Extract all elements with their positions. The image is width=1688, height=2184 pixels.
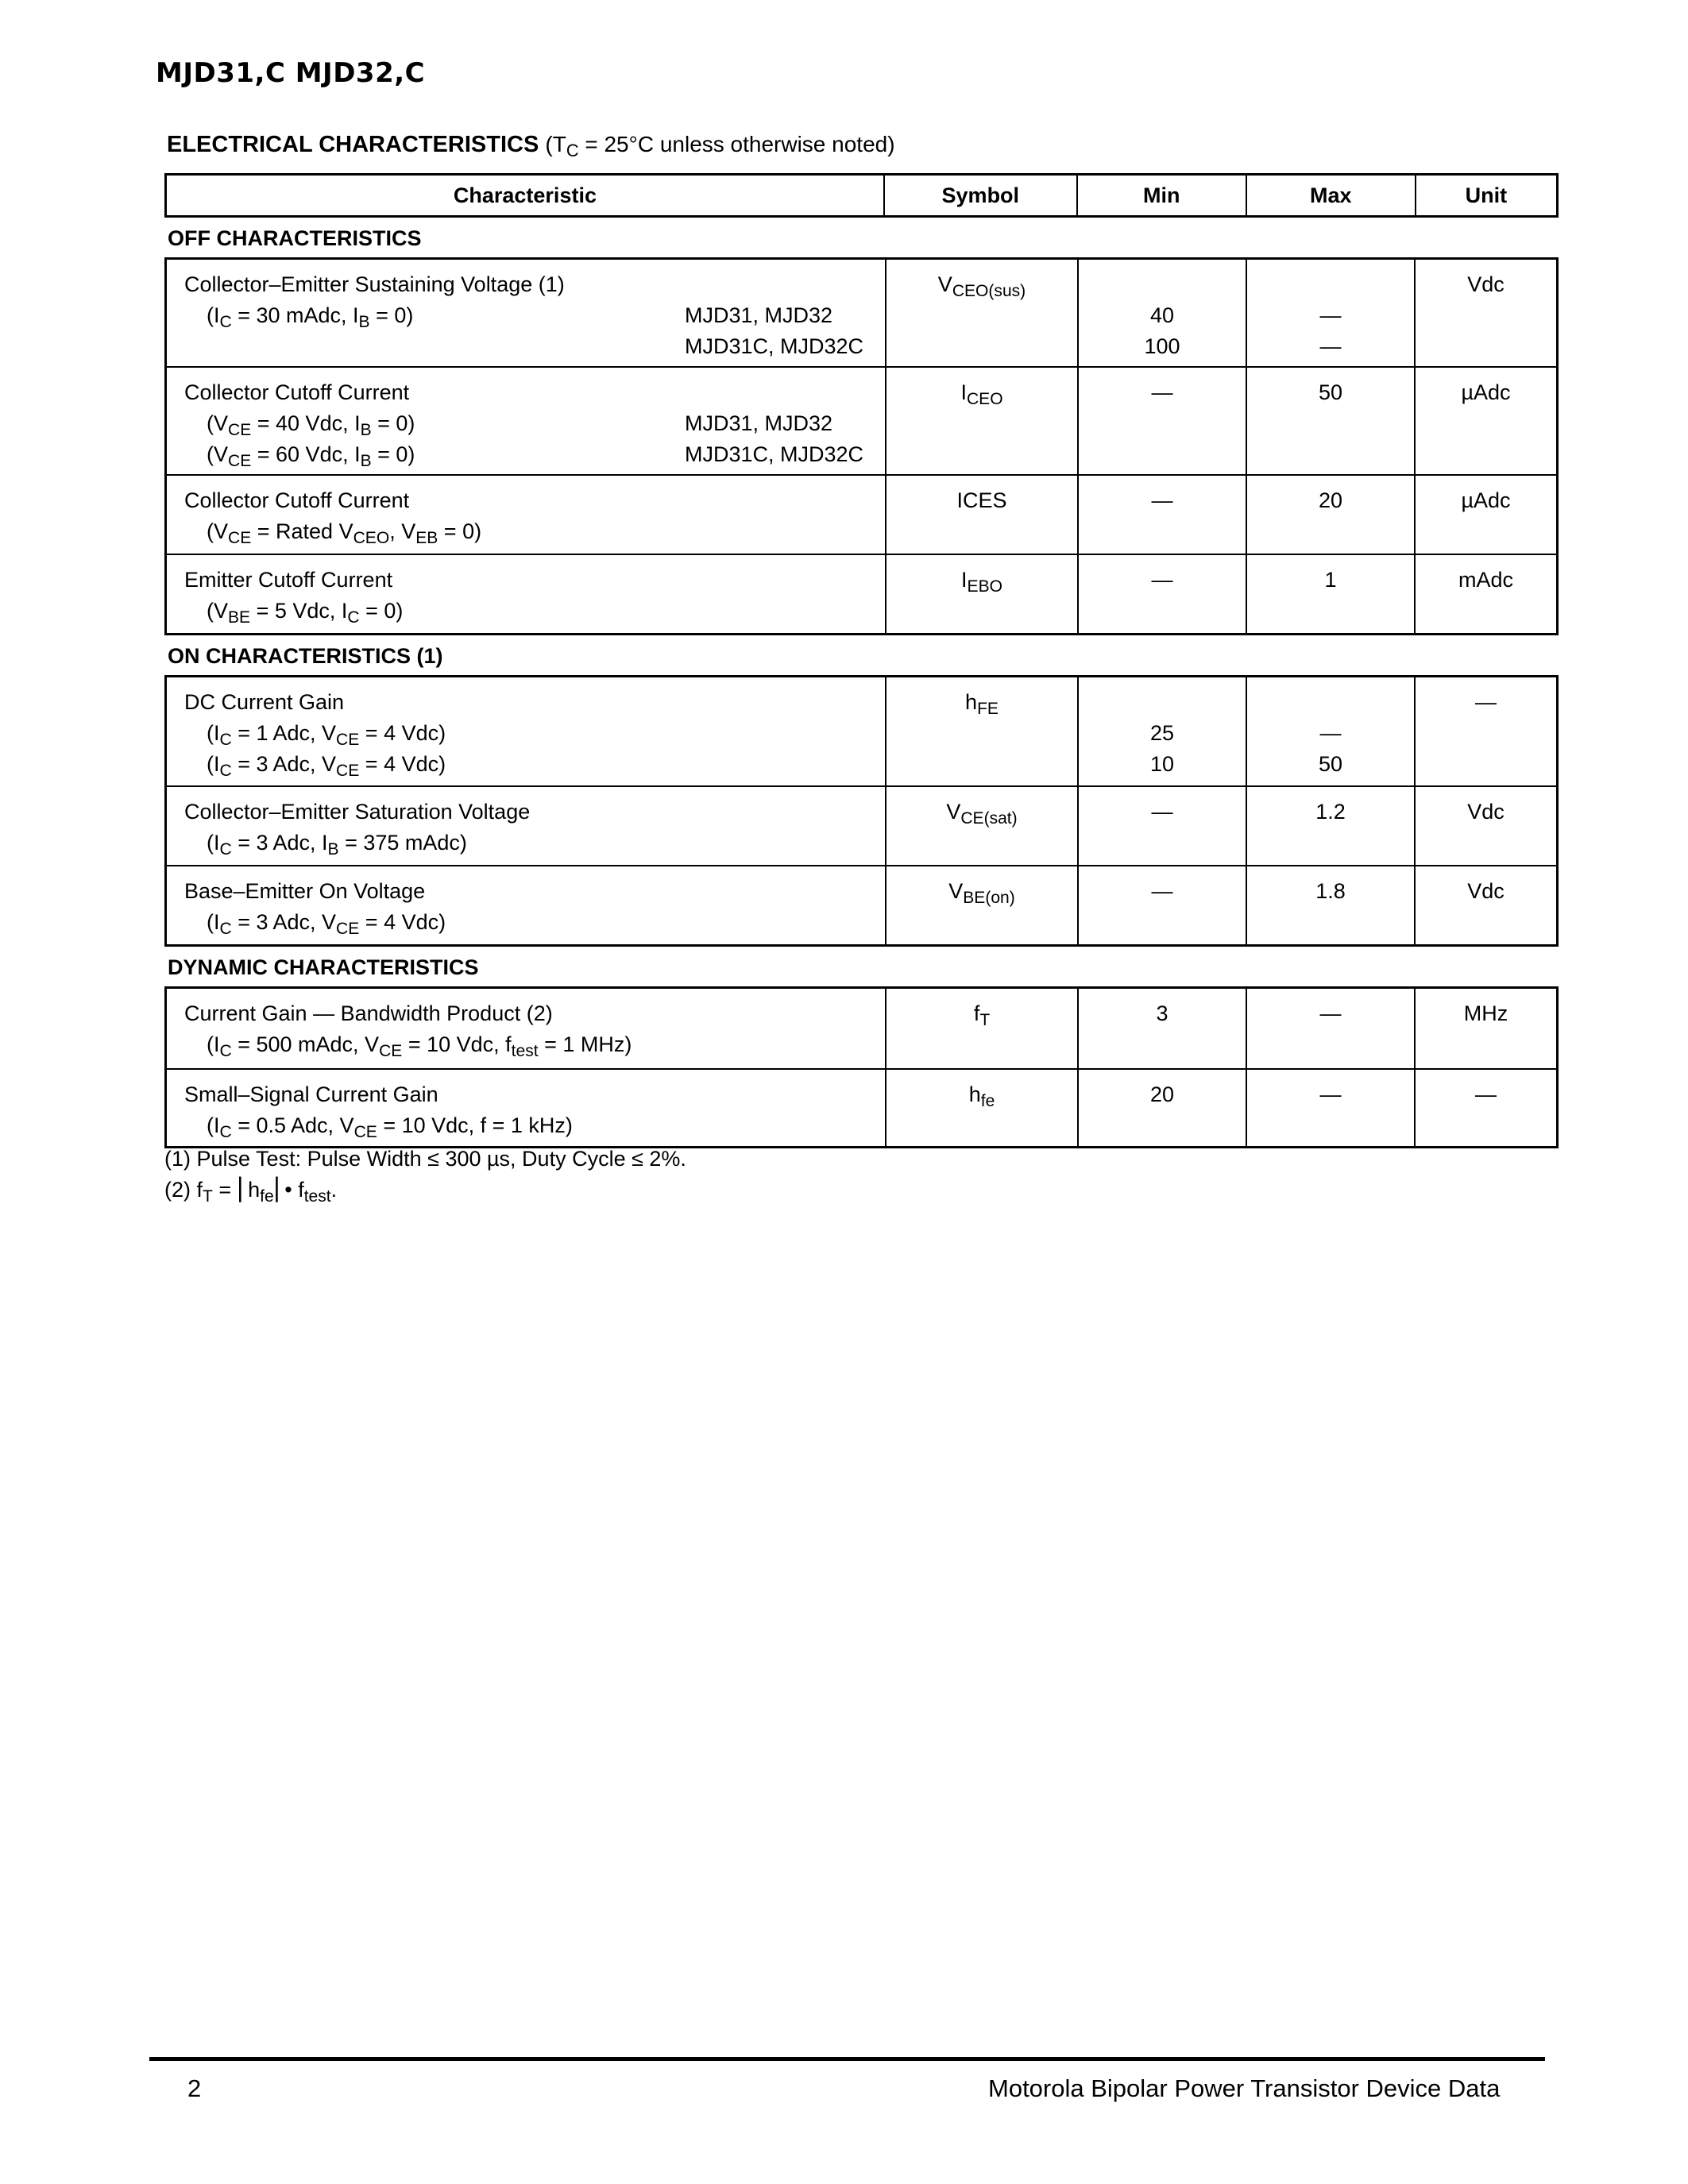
characteristic-cell: Collector–Emitter Saturation Voltage ($I_C = 3$ Adc, $I_B = 375$ mAdc) [167,787,886,865]
unit-cell: Vdc [1467,879,1505,903]
max-cell: 1.2 [1247,787,1416,865]
electrical-characteristics-table [164,173,1559,1148]
min-cell: — [1079,555,1247,633]
min-cell: — [1079,866,1247,944]
symbol-cell: $h_{FE}$ [886,677,1079,785]
footnote-1: (1) Pulse Test: Pulse Width ≤ 300 µs, Duty Cycle ≤ 2%. [164,1147,686,1171]
symbol-cell: $I_{EBO}$ [886,555,1079,633]
symbol-cell: $I_{CEO}$ [886,368,1079,474]
characteristic-cell: Current Gain — Bandwidth Product (2) ($I_C = 500$ mAdc, $V_{CE} = 10$ Vdc, $f_{test} = 1$ MHz) [167,989,886,1068]
symbol-cell: ICES [886,476,1079,554]
header-unit: Unit [1465,183,1508,207]
table-row [167,1068,1556,1146]
part-number-header: MJD31,C MJD32,C [156,57,426,89]
unit-cell: µAdc [1461,380,1511,404]
header-min: Min [1078,176,1247,215]
characteristic-cell: Small–Signal Current Gain ($I_C = 0.5$ Adc, $V_{CE} = 10$ Vdc, f = 1 kHz) [167,1070,886,1146]
min-cell: — [1079,476,1247,554]
header-max: Max [1247,176,1416,215]
min-cell: 25 10 [1079,677,1247,785]
table-row [167,474,1556,554]
max-cell: — [1247,1070,1416,1146]
min-cell: — [1079,787,1247,865]
symbol-cell: $V_{CE(sat)}$ [886,787,1079,865]
min-cell: — [1079,368,1247,474]
group-title-off: OFF CHARACTERISTICS [168,226,422,250]
table-row [167,677,1556,785]
min-cell: 3 [1079,989,1247,1068]
group-on [164,675,1559,947]
table-row [167,989,1556,1068]
group-title-dynamic: DYNAMIC CHARACTERISTICS [168,955,479,979]
max-cell: — [1247,989,1416,1068]
section-title [167,132,895,161]
characteristic-cell: Collector Cutoff Current ($V_{CE}$ = Rated $V_{CEO}$, $V_{EB} = 0$) [167,476,886,554]
characteristic-cell: Collector–Emitter Sustaining Voltage (1) ($I_C = 30$ mAdc, $I_B = 0$) MJD31, MJD32 MJD31C, MJD32C [167,260,886,366]
section-title-main: ELECTRICAL CHARACTERISTICS [167,132,539,157]
min-cell: 20 [1079,1070,1247,1146]
section-title-condition: ($T_C = 25^\circ C$ unless otherwise noted) [545,132,895,161]
max-cell: — 50 [1247,677,1416,785]
header-symbol: Symbol [885,176,1078,215]
page-number: 2 [187,2074,202,2102]
characteristic-cell: DC Current Gain ($I_C = 1$ Adc, $V_{CE} = 4$ Vdc) ($I_C = 3$ Adc, $V_{CE} = 4$ Vdc) [167,677,886,785]
characteristic-cell: Collector Cutoff Current ($V_{CE} = 40$ Vdc, $I_B = 0$) MJD31, MJD32 ($V_{CE} = 60$ Vdc, $I_B = 0$) MJD31C, MJD32C [167,368,886,474]
table-header-row [164,173,1559,218]
footer-rule [149,2057,1545,2061]
unit-cell: µAdc [1461,488,1511,512]
footnotes [164,1144,686,1206]
table-row [167,865,1556,944]
symbol-cell: $V_{CEO(sus)}$ [886,260,1079,366]
characteristic-cell: Emitter Cutoff Current ($V_{BE} = 5$ Vdc, $I_C = 0$) [167,555,886,633]
table-row [167,366,1556,474]
table-row [167,260,1556,366]
symbol-cell: $f_T$ [886,989,1079,1068]
publication-title: Motorola Bipolar Power Transistor Device Data [988,2074,1501,2102]
unit-cell: — [1475,690,1497,714]
group-title-on: ON CHARACTERISTICS (1) [168,644,443,668]
footnote-2: (2) $f_T$ = $⎜h_{fe}⎜•$ $f_{test}$. [164,1178,338,1206]
max-cell: 1 [1247,555,1416,633]
max-cell: 1.8 [1247,866,1416,944]
unit-cell: MHz [1463,1001,1508,1025]
characteristic-cell: Base–Emitter On Voltage ($I_C = 3$ Adc, $V_{CE} = 4$ Vdc) [167,866,886,944]
max-cell: 20 [1247,476,1416,554]
unit-cell: mAdc [1458,568,1514,592]
min-cell: 40 100 [1079,260,1247,366]
unit-cell: Vdc [1467,272,1505,296]
unit-cell: — [1475,1082,1497,1106]
group-off [164,257,1559,635]
header-characteristic: Characteristic [167,176,885,215]
table-row [167,785,1556,865]
unit-cell: Vdc [1467,800,1505,824]
group-dynamic [164,986,1559,1148]
table-row [167,554,1556,633]
max-cell: — — [1247,260,1416,366]
symbol-cell: $V_{BE(on)}$ [886,866,1079,944]
max-cell: 50 [1247,368,1416,474]
symbol-cell: $h_{fe}$ [886,1070,1079,1146]
